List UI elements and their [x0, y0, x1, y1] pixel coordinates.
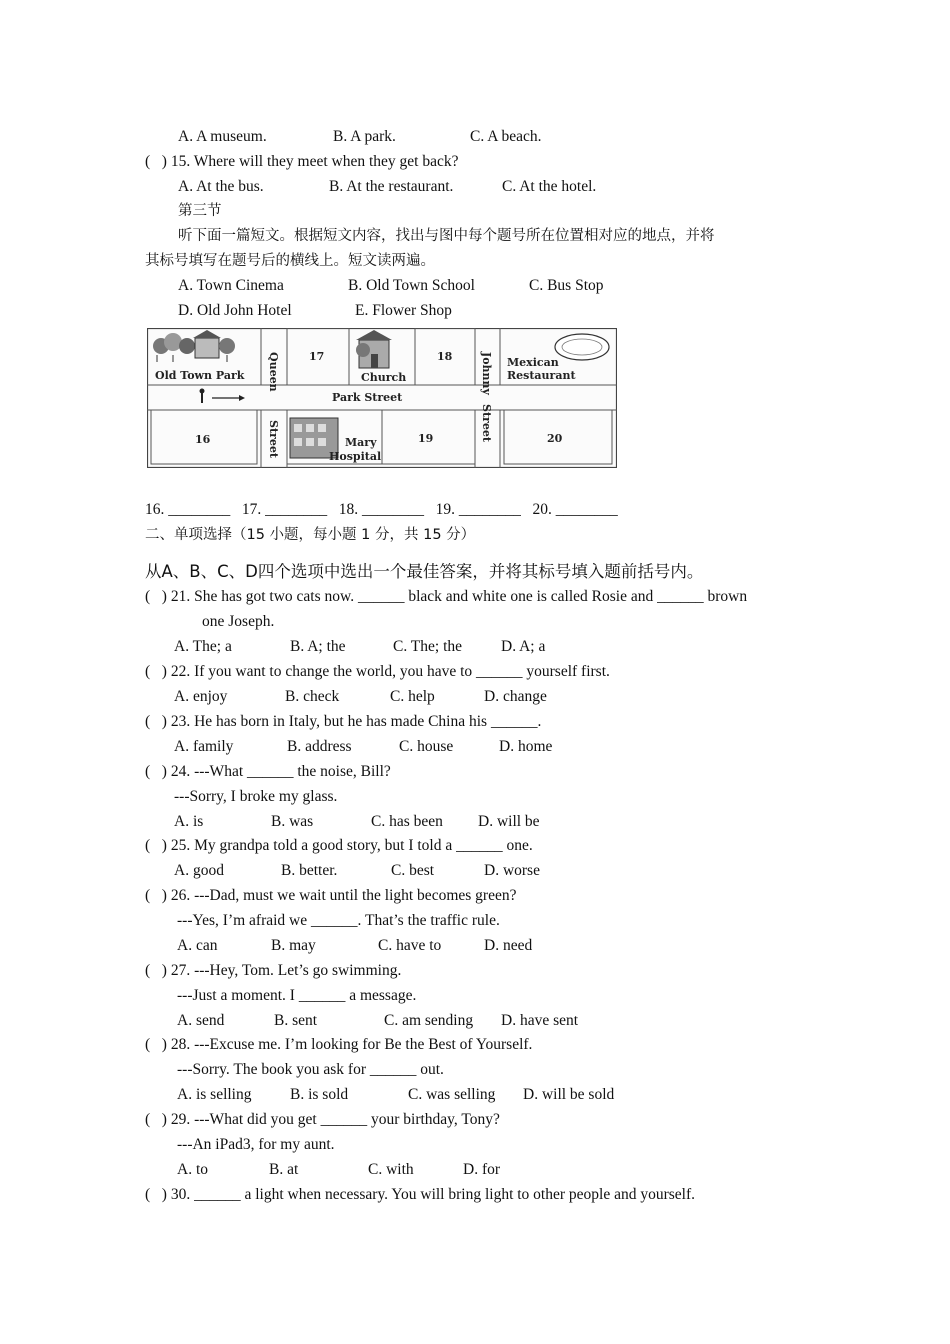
place-a: A. Town Cinema	[178, 277, 284, 294]
street-map	[147, 328, 617, 468]
section3-title: 第三节	[178, 203, 222, 219]
q26-option-c: C. have to	[378, 937, 442, 954]
johnny-street-label-bottom: Street	[480, 404, 493, 442]
q29-line1: ( ) 29. ---What did you get ______ your birthday, Tony?	[145, 1111, 500, 1128]
church-label: Church	[361, 371, 407, 384]
q24-line2: ---Sorry, I broke my glass.	[174, 788, 338, 805]
q28-option-d: D. will be sold	[523, 1086, 615, 1103]
q27-option-d: D. have sent	[501, 1012, 579, 1029]
map-number-18: 18	[437, 350, 453, 363]
q14-option-c: C. A beach.	[470, 128, 542, 145]
q21-option-a: A. The; a	[174, 638, 232, 655]
q26-option-a: A. can	[177, 937, 218, 954]
q15-option-a: A. At the bus.	[178, 178, 264, 195]
q26-option-b: B. may	[271, 937, 316, 954]
q23-option-a: A. family	[174, 738, 234, 755]
q28-line1: ( ) 28. ---Excuse me. I’m looking for Be the Best of Yourself.	[145, 1036, 533, 1053]
q25-option-d: D. worse	[484, 862, 540, 879]
q22-option-d: D. change	[484, 688, 547, 705]
q29-option-a: A. to	[177, 1161, 208, 1178]
restaurant-label: Restaurant	[507, 369, 576, 382]
restaurant-sign-icon	[555, 334, 609, 360]
map-number-20: 20	[547, 432, 563, 445]
place-b: B. Old Town School	[348, 277, 475, 294]
q24-option-d: D. will be	[478, 813, 540, 830]
q30-line1: ( ) 30. ______ a light when necessary. You will bring light to other people and yourself.	[145, 1186, 696, 1203]
place-d: D. Old John Hotel	[178, 302, 292, 319]
q27-line1: ( ) 27. ---Hey, Tom. Let’s go swimming.	[145, 962, 402, 979]
q14-option-b: B. A park.	[333, 128, 396, 145]
q23-option-d: D. home	[499, 738, 553, 755]
q15-option-c: C. At the hotel.	[502, 178, 597, 195]
q24-option-c: C. has been	[371, 813, 443, 830]
q29-option-c: C. with	[368, 1161, 414, 1178]
q28-option-b: B. is sold	[290, 1086, 349, 1103]
q29-line2: ---An iPad3, for my aunt.	[177, 1136, 335, 1153]
q23-option-c: C. house	[399, 738, 454, 755]
part2-instruction: 从A、B、C、D四个选项中选出一个最佳答案，并将其标号填入题前括号内。	[145, 562, 704, 581]
q25-option-b: B. better.	[281, 862, 338, 879]
q21-option-d: D. A; a	[501, 638, 546, 655]
q22-option-c: C. help	[390, 688, 435, 705]
queen-street-label-top: Queen	[267, 352, 280, 392]
map-number-19: 19	[418, 432, 434, 445]
section3-instruction-2: 其标号填写在题号后的横线上。短文读两遍。	[145, 253, 435, 269]
q27-line2: ---Just a moment. I ______ a message.	[177, 987, 417, 1004]
q25-option-c: C. best	[391, 862, 435, 879]
q27-option-a: A. send	[177, 1012, 225, 1029]
q25-line1: ( ) 25. My grandpa told a good story, but I told a ______ one.	[145, 837, 533, 854]
q29-option-b: B. at	[269, 1161, 299, 1178]
old-town-park-label: Old Town Park	[155, 369, 245, 382]
johnny-street-label-top: Johnny	[480, 352, 493, 395]
q26-option-d: D. need	[484, 937, 533, 954]
hospital-label: Hospital	[329, 450, 382, 463]
q28-option-c: C. was selling	[408, 1086, 496, 1103]
q23-line1: ( ) 23. He has born in Italy, but he has made China his ______.	[145, 713, 542, 730]
map-number-17: 17	[309, 350, 325, 363]
q21-line1: ( ) 21. She has got two cats now. ______ black and white one is called Rosie and ______ brown	[145, 588, 748, 605]
map-number-16: 16	[195, 433, 211, 446]
q29-option-d: D. for	[463, 1161, 501, 1178]
q26-line2: ---Yes, I’m afraid we ______. That’s the traffic rule.	[177, 912, 500, 929]
q25-option-a: A. good	[174, 862, 224, 879]
place-c: C. Bus Stop	[529, 277, 604, 294]
q27-option-b: B. sent	[274, 1012, 318, 1029]
part2-title: 二、单项选择（15 小题，每小题 1 分，共 15 分）	[145, 527, 476, 543]
queen-street-label-bottom: Street	[267, 420, 280, 458]
q24-line1: ( ) 24. ---What ______ the noise, Bill?	[145, 763, 391, 780]
q15-prompt: ( ) 15. Where will they meet when they get back?	[145, 153, 459, 170]
q22-line1: ( ) 22. If you want to change the world, you have to ______ yourself first.	[145, 663, 610, 680]
mexican-label: Mexican	[507, 356, 559, 369]
q24-option-a: A. is	[174, 813, 204, 830]
mary-label: Mary	[345, 436, 377, 449]
park-street-label: Park Street	[332, 391, 403, 404]
q22-option-b: B. check	[285, 688, 340, 705]
q28-line2: ---Sorry. The book you ask for ______ out.	[177, 1061, 444, 1078]
q27-option-c: C. am sending	[384, 1012, 474, 1029]
q15-option-b: B. At the restaurant.	[329, 178, 454, 195]
q21-line2: one Joseph.	[202, 613, 275, 630]
place-e: E. Flower Shop	[355, 302, 452, 319]
answer-blanks: 16. ________ 17. ________ 18. ________ 19. ________ 20. ________	[145, 501, 618, 518]
q22-option-a: A. enjoy	[174, 688, 228, 705]
street-map-svg	[147, 328, 617, 468]
q24-option-b: B. was	[271, 813, 314, 830]
q21-option-b: B. A; the	[290, 638, 346, 655]
q14-option-a: A. A museum.	[178, 128, 267, 145]
q28-option-a: A. is selling	[177, 1086, 252, 1103]
q21-option-c: C. The; the	[393, 638, 463, 655]
section3-instruction-1: 听下面一篇短文。根据短文内容，找出与图中每个题号所在位置相对应的地点，并将	[178, 228, 715, 244]
q23-option-b: B. address	[287, 738, 352, 755]
q26-line1: ( ) 26. ---Dad, must we wait until the light becomes green?	[145, 887, 517, 904]
